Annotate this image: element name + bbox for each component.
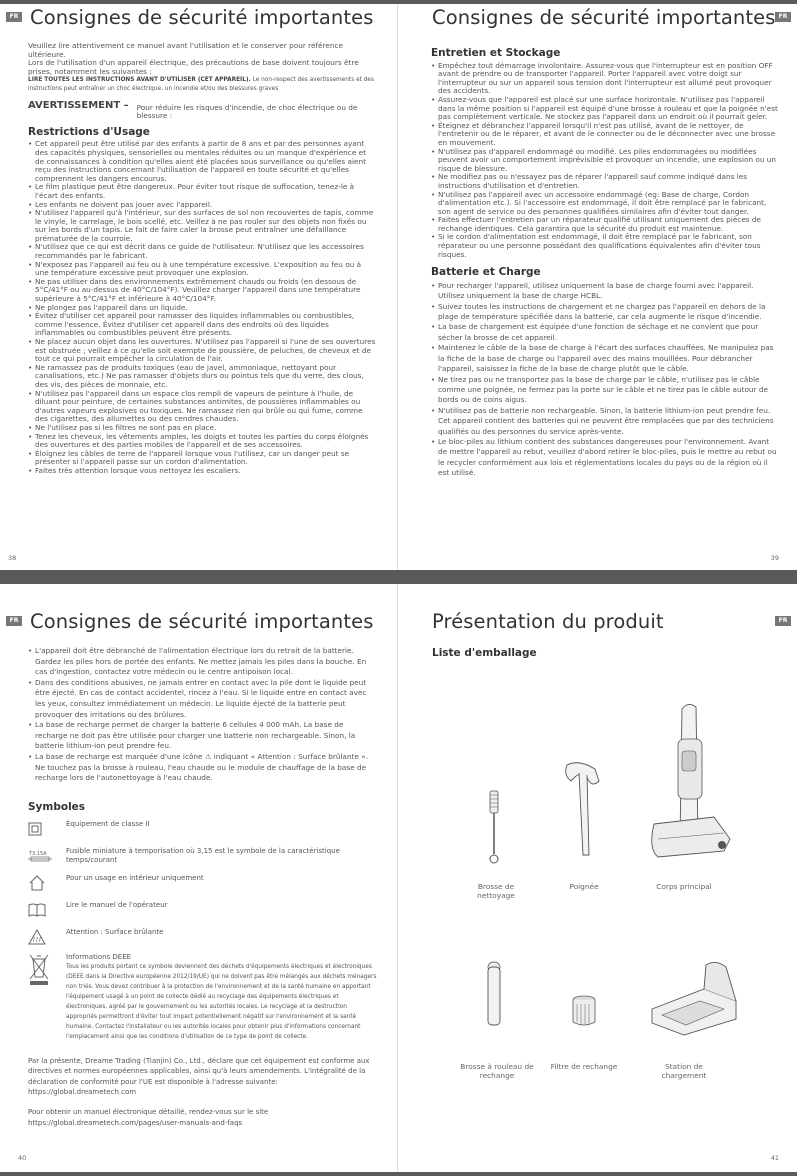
list-item: • Ne tirez pas ou ne transportez pas la base de charge par le câble, n'utilisez pas le câble comme une poignée, ne fermez pas la porte sur le câble et ne tirez pas le câble autour de bords ou de coins aigus. [431, 375, 779, 406]
fuse-label: T3.15A [29, 851, 47, 858]
lang-badge: FR [6, 12, 22, 22]
battery-list [431, 281, 779, 479]
list-item: • Si le cordon d'alimentation est endommagé, il doit être remplacé par le fabricant, son réparateur ou une personne possédant des qualifications équivalentes afin d'éviter tous risques. [431, 233, 779, 259]
page-title: Présentation du produit [432, 610, 664, 633]
spread-pages-40-41 [0, 584, 797, 1172]
list-item: • N'utilisez l'appareil qu'à l'intérieur, sur des surfaces de sol non recouvertes de tapis, comme le vinyle, le carrelage, le bois scellé, etc. Veillez à ne pas rouler sur des objets non fixés ou sur les bords d'un tapis. Le fait de faire caler la brosse peut entraîner une défaillance prématurée de la courroie. [28, 209, 377, 243]
page-number: 38 [8, 554, 17, 562]
restrictions-list [28, 140, 377, 475]
page-content [431, 42, 779, 479]
battery-safety-list [28, 646, 377, 784]
warning-label: AVERTISSEMENT – [28, 99, 129, 111]
list-item: • N'exposez pas l'appareil au feu ou à une température excessive. L'exposition au feu ou à une température excessive peut provoquer une explosion. [28, 261, 377, 278]
page-number: 40 [18, 1154, 27, 1162]
handle-illustration [559, 759, 609, 859]
deee-title: Informations DEEE [66, 953, 132, 962]
page-title: Consignes de sécurité importantes [30, 610, 374, 633]
list-item: • Suivez toutes les instructions de chargement et ne chargez pas l'appareil en dehors de la plage de température spécifiée dans la batterie, car cela augmente le risque d'incendie. [431, 302, 779, 323]
double-square-icon [28, 820, 66, 838]
list-item: • Faites effectuer l'entretien par un réparateur qualifié utilisant uniquement des pièces de rechange identiques. Cela garantira que la sécurité du produit est maintenue. [431, 216, 779, 233]
list-item: • N'utilisez pas l'appareil dans un espace clos rempli de vapeurs de peinture à l'huile, de diluant pour peinture, de certaines substances antimites, de poussières inflammables ou d'autres vapeurs explosives ou toxiques. Ne ramassez rien qui brûle ou qui fume, comme des cigarettes, des allumettes ou des cendres chaudes. [28, 390, 377, 424]
main-body-illustration [644, 699, 739, 864]
list-item: • Ne pas utiliser dans des environnements extrêmement chauds ou froids (en dessous de 5°C/41°F ou au-dessus de 40°C/104°F). Veuillez charger l'appareil dans une température supérieure à 5°C/41°F et inférieure à 40°C/104°F. [28, 278, 377, 304]
list-item: • Ne modifiez pas ou n'essayez pas de réparer l'appareil sauf comme indiqué dans les instructions d'utilisation et d'entretien. [431, 173, 779, 190]
symbol-text: Lire le manuel de l'opérateur [66, 901, 168, 910]
lang-badge: FR [775, 12, 791, 22]
symbol-text: Équipement de classe II [66, 820, 150, 829]
list-item: • Ne ramassez pas de produits toxiques (eau de javel, ammoniaque, nettoyant pour canalisations, etc.) Ne pas ramasser d'objets durs ou pointus tels que du verre, des clous, des vis, des pièces de monnaie, etc. [28, 364, 377, 390]
list-item: • Le bloc-piles au lithium contient des substances dangereuses pour l'environnement. Avant de mettre l'appareil au rebut, veuillez d'abord retirer le bloc-piles, puis le mettre au rebut ou le recycler conformément aux lois et réglementations locales du pays ou de la région où il est utilisé. [431, 437, 779, 479]
filter-illustration [569, 994, 599, 1034]
symbol-text: Attention : Surface brûlante [66, 928, 164, 937]
symbol-text: Fusible miniature à temporisation où 3,15 est le symbole de la caractéristique temps/courant [66, 847, 340, 864]
list-item: • La base de recharge permet de charger la batterie 6 cellules 4 000 mAh. La base de recharge ne doit pas être utilisée pour charger une batterie non rechargeable. Sinon, la batterie lithium-ion peut prendre feu. [28, 720, 377, 752]
book-icon [28, 901, 66, 919]
page-number: 41 [770, 1154, 779, 1162]
list-item: • Ne placez aucun objet dans les ouvertures. N'utilisez pas l'appareil si l'une de ses ouvertures est obstruée ; veillez à ce qu'elle soit exempte de poussière, de peluches, de cheveux et de tout ce qui pourrait empêcher la circulation de l'air. [28, 338, 377, 364]
page-content [28, 42, 377, 476]
page-41 [399, 584, 797, 1172]
symbol-row [28, 820, 377, 838]
list-item: • Ne l'utilisez pas si les filtres ne sont pas en place. [28, 424, 377, 433]
list-item: • Assurez-vous que l'appareil est placé sur une surface horizontale. N'utilisez pas l'appareil dans la même position si l'appareil est équipé d'une brosse à rouleau et que la poignée n'est pas complètement verticale. Ne stockez pas l'appareil dans un endroit où il pourrait geler. [431, 96, 779, 122]
symbol-text: Pour un usage en intérieur uniquement [66, 874, 204, 883]
lang-badge: FR [775, 616, 791, 626]
list-item: • Évitez d'utiliser cet appareil pour ramasser des liquides inflammables ou combustibles, comme l'essence. Évitez d'utiliser cet appareil dans des endroits où des liquides inflammables ou combustibles peuvent être présents. [28, 312, 377, 338]
list-item: • L'appareil doit être débranché de l'alimentation électrique lors du retrait de la batterie. Gardez les piles hors de portée des enfants. Ne mettez jamais les piles dans la bouche. En cas d'ingestion, contactez votre médecin ou le centre antipoison local. [28, 646, 377, 678]
cleaning-brush-illustration [479, 789, 509, 869]
house-icon [28, 874, 66, 892]
list-item: • Cet appareil peut être utilisé par des enfants à partir de 8 ans et par des personnes ayant des capacités physiques, sensorielles ou mentales réduites ou un manque d'expérience et de connaissances à condition qu'elles aient été placées sous surveillance ou qu'elles aient reçu des instructions concernant l'utilisation de l'appareil en toute sécurité et qu'elles comprennent les dangers encourus. [28, 140, 377, 183]
list-item: • Dans des conditions abusives, ne jamais entrer en contact avec la pile dont le liquide peut être éjecté. En cas de contact accidentel, rincez à l'eau. Si le liquide entre en contact avec les yeux, consultez immédiatement un médecin. Le liquide éjecté de la batterie peut provoquer des irritations ou des brûlures. [28, 678, 377, 720]
section-heading: Liste d'emballage [432, 647, 537, 659]
hot-surface-icon [28, 928, 66, 946]
roller-brush-illustration [479, 959, 509, 1034]
symbol-row [28, 928, 377, 946]
section-heading: Batterie et Charge [431, 266, 541, 279]
list-item: • N'utilisez pas d'appareil endommagé ou modifié. Les piles endommagées ou modifiées peuvent avoir un comportement imprévisible et provoquer un incendie, une explosion ou un risque de blessure. [431, 148, 779, 174]
page-39 [399, 4, 797, 570]
manual-link-text: Pour obtenir un manuel électronique détaillé, rendez-vous sur le site https://global.dreametech.com/pages/user-manuals-and-faqs [28, 1108, 269, 1127]
fuse-icon [28, 847, 66, 865]
symbol-row-deee [28, 953, 377, 1041]
page-40 [0, 584, 398, 1172]
product-label: Filtre de rechange [550, 1062, 618, 1071]
caps-notice-rest: Le non-respect des avertissements et des instructions peut entraîner un choc électrique, un incendie et/ou des blessures graves [28, 77, 375, 92]
weee-bin-icon [28, 953, 66, 985]
list-item: • Ne plongez pas l'appareil dans un liquide. [28, 304, 377, 313]
list-item: • N'utilisez pas de batterie non rechargeable. Sinon, la batterie lithium-ion peut prendre feu. Cet appareil contient des batteries qui ne peuvent être remplacées que par des techniciens qualifiés ou des personnes du service après-vente. [431, 406, 779, 437]
deee-text: Tous les produits portant ce symbole deviennent des déchets d'équipements électriques et électroniques (DEEE dans la Directive européenne 2012/19/UE) qui ne doivent pas être mélangés aux déchets ménagers non triés. Vous devez contribuer à la protection de l'environnement et de la santé humaine en apportant l'équipement usagé à un point de collecte dédié au recyclage des équipements électriques et électroniques, agréé par le gouvernement ou les autorités locales. Le recyclage et la destruction appropriés permettront d'éviter tout impact potentiellement négatif sur l'environnement et la santé humaine. Contactez l'installateur ou les autorités locales pour obtenir plus d'informations concernant l'emplacement ainsi que les conditions d'utilisation de ce type de point de collecte. [66, 963, 377, 1040]
maintenance-list [431, 62, 779, 260]
product-label: Brosse de nettoyage [477, 882, 515, 900]
list-item: • Tenez les cheveux, les vêtements amples, les doigts et toutes les parties du corps éloignés des ouvertures et des parties mobiles de l'appareil et de ses accessoires. [28, 433, 377, 450]
spread-pages-38-39 [0, 4, 797, 570]
list-item: • Faites très attention lorsque vous nettoyez les escaliers. [28, 467, 377, 476]
page-content [28, 646, 377, 1128]
list-item: • Le film plastique peut être dangereux. Pour éviter tout risque de suffocation, tenez-le à l'écart des enfants. [28, 183, 377, 200]
charging-station-illustration [644, 959, 744, 1039]
intro-text: Veuillez lire attentivement ce manuel avant l'utilisation et le conserver pour référence ultérieure. [28, 41, 343, 59]
section-heading: Symboles [28, 800, 86, 813]
warning-block [28, 99, 377, 121]
conformity-text: Par la présente, Dreame Trading (Tianjin) Co., Ltd., déclare que cet équipement est conforme aux directives et normes européennes applicables, ainsi qu'à leurs amendements. L'intégralité de la déclaration de conformité pour l'UE est disponible à l'adresse suivante: https://global.dreametech.com [28, 1056, 370, 1096]
page-title: Consignes de sécurité importantes [432, 6, 776, 29]
list-item: • Maintenez le câble de la base de charge à l'écart des surfaces chauffées. Ne manipulez pas la fiche de la base de charge ou l'appareil avec des mains mouillées. Pour débrancher l'appareil, saisissez la fiche de la base de charge plutôt que le câble. [431, 343, 779, 374]
warning-text: Pour réduire les risques d'incendie, de choc électrique ou de blessure : [136, 102, 358, 121]
product-label: Poignée [569, 882, 599, 891]
page-38 [0, 4, 398, 570]
product-label: Station de chargement [661, 1062, 707, 1080]
page-number: 39 [770, 554, 779, 562]
product-label: Brosse à rouleau de rechange [460, 1062, 534, 1080]
list-item: • N'utilisez que ce qui est décrit dans ce guide de l'utilisateur. N'utilisez que les accessoires recommandés par le fabricant. [28, 243, 377, 260]
intro-text: Lors de l'utilisation d'un appareil électrique, des précautions de base doivent toujours être prises, notamment les suivantes : [28, 58, 359, 76]
symbol-row [28, 847, 377, 865]
caps-notice: LIRE TOUTES LES INSTRUCTIONS AVANT D'UTILISER (CET APPAREIL). [28, 77, 251, 84]
list-item: • Pour recharger l'appareil, utilisez uniquement la base de charge fourni avec l'appareil. Utilisez uniquement la base de charge HCBL. [431, 281, 779, 302]
symbol-row [28, 901, 377, 919]
list-item: • N'utilisez pas l'appareil avec un accessoire endommagé (eg: Base de charge, Cordon d'alimentation etc.). Si l'accessoire est endommagé, il doit être remplacé par le fabricant, son agent de service ou des personnes qualifiées similaires afin d'éviter tout danger. [431, 191, 779, 217]
section-heading: Entretien et Stockage [431, 47, 561, 59]
symbol-row [28, 874, 377, 892]
page-title: Consignes de sécurité importantes [30, 6, 374, 29]
list-item: • La base de chargement est équipée d'une fonction de séchage et ne convient que pour sécher la brosse de cet appareil. [431, 322, 779, 343]
section-heading: Restrictions d'Usage [28, 125, 150, 138]
list-item: • Éteignez et débranchez l'appareil lorsqu'il n'est pas utilisé, avant de le nettoyer, de l'entretenir ou de le réparer, et avant de le connecter ou de le déconnecter avec une brosse en mouvement. [431, 122, 779, 148]
list-item: • La base de recharge est marquée d'une icône ⚠ indiquant « Attention : Surface brûlante ». Ne touchez pas la brosse à rouleau, l'eau chaude ou le module de chauffage de la base de recharge lors de l'autonettoyage à l'eau chaude. [28, 752, 377, 784]
product-label: Corps principal [656, 882, 712, 891]
list-item: • Empêchez tout démarrage involontaire. Assurez-vous que l'interrupteur est en position OFF avant de prendre ou de transporter l'appareil. Porter l'appareil avec votre doigt sur l'interrupteur ou sur un appareil sous tension dont l'interrupteur est allumé peut provoquer des accidents. [431, 62, 779, 96]
lang-badge: FR [6, 616, 22, 626]
list-item: • Éloignez les câbles de terre de l'appareil lorsque vous l'utilisez, car un danger peut se présenter si l'appareil passe sur un cordon d'alimentation. [28, 450, 377, 467]
list-item: • Les enfants ne doivent pas jouer avec l'appareil. [28, 201, 377, 210]
deee-block [66, 953, 377, 1041]
